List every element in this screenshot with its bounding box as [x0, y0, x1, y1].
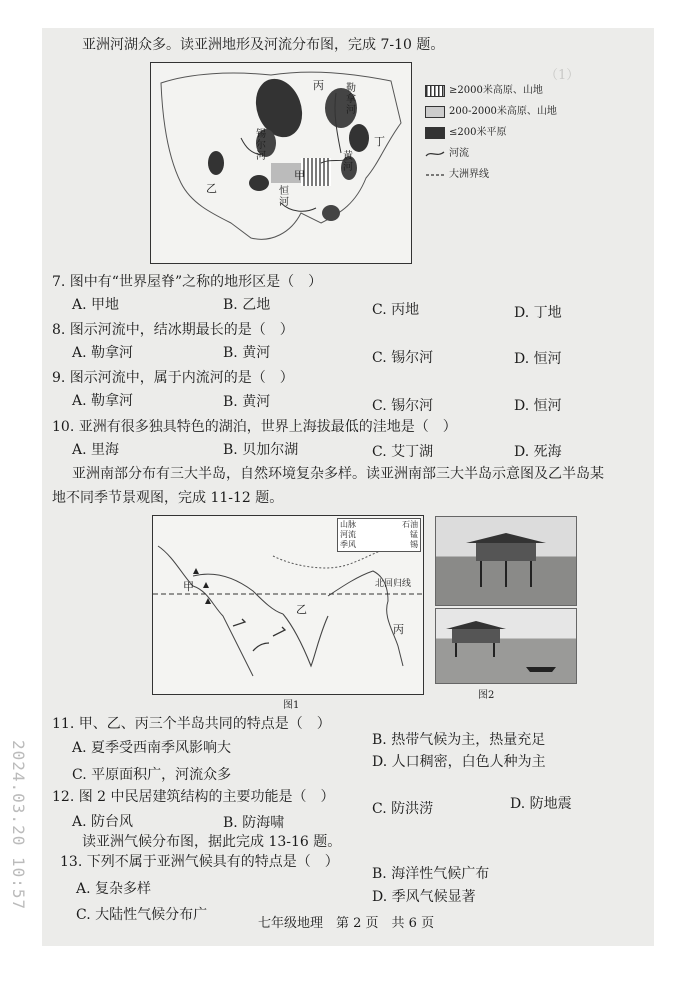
question-10: 10. 亚洲有很多独具特色的湖泊，世界上海拔最低的洼地是（ ）: [52, 419, 457, 435]
q13-option-d: D. 季风气候显著: [372, 889, 476, 905]
legend-tin: 锡: [410, 540, 418, 549]
q7-option-d: D. 丁地: [514, 305, 562, 321]
legend-monsoon: 季风: [340, 540, 356, 549]
q13-option-c: C. 大陆性气候分布广: [76, 907, 208, 923]
label-ganges: 恒 河: [279, 186, 289, 208]
q8-option-d: D. 恒河: [514, 351, 562, 367]
map1-legend: [425, 84, 557, 189]
q12-option-c: C. 防洪涝: [372, 801, 434, 817]
q9-option-c: C. 锡尔河: [372, 398, 434, 414]
q7-option-c: C. 丙地: [372, 302, 420, 318]
figure-2-caption: 图2: [478, 690, 495, 701]
q7-option-b: B. 乙地: [223, 297, 271, 313]
legend-high: ≥2000米高原、山地: [425, 84, 557, 97]
question-8: 8. 图示河流中，结冰期最长的是（ ）: [52, 322, 294, 338]
stilt-house-svg-2: [436, 609, 576, 683]
label-lena-river: 勒 拿 河: [346, 83, 356, 116]
question-12: 12. 图 2 中民居建筑结构的主要功能是（ ）: [52, 789, 335, 805]
question-9: 9. 图示河流中，属于内流河的是（ ）: [52, 370, 294, 386]
q9-option-d: D. 恒河: [514, 398, 562, 414]
label-bing: 丙: [313, 79, 324, 92]
bleed-through-text: （1）: [545, 68, 580, 83]
date-timestamp: 2024.03.20 10:57: [9, 740, 28, 911]
label-tropic-of-cancer: 北回归线: [375, 579, 412, 589]
map2-legend: [337, 518, 421, 552]
figure-1-caption: 图1: [283, 700, 300, 711]
legend-mountain: 山脉: [340, 520, 356, 529]
label-yellow-river: 黄 河: [343, 151, 353, 173]
q8-option-b: B. 黄河: [223, 345, 271, 361]
q9-option-b: B. 黄河: [223, 394, 271, 410]
q11-option-c: C. 平原面积广，河流众多: [72, 767, 232, 783]
q12-option-d: D. 防地震: [510, 796, 572, 812]
q10-option-d: D. 死海: [514, 444, 562, 460]
page-footer: 七年级地理 第 2 页 共 6 页: [258, 916, 435, 931]
q13-option-a: A. 复杂多样: [76, 881, 152, 897]
legend-boundary: 大洲界线: [449, 169, 489, 180]
label-yi: 乙: [206, 182, 217, 195]
q11-option-d: D. 人口稠密，白色人种为主: [372, 754, 546, 770]
asia-terrain-river-map: [150, 62, 412, 264]
legend-mid: 200-2000米高原、山地: [425, 105, 557, 118]
q10-option-a: A. 里海: [72, 442, 120, 458]
q8-option-a: A. 勒拿河: [72, 345, 134, 361]
label-jia: 甲: [294, 169, 305, 182]
q11-option-a: A. 夏季受西南季风影响大: [72, 740, 232, 756]
stilt-house-photo-dry: [435, 516, 577, 606]
stilt-house-svg-1: [436, 517, 576, 605]
question-11: 11. 甲、乙、丙三个半岛共同的特点是（ ）: [52, 716, 331, 732]
q10-option-b: B. 贝加尔湖: [223, 442, 299, 458]
q11-option-b: B. 热带气候为主，热量充足: [372, 732, 546, 748]
q12-option-b: B. 防海啸: [223, 815, 285, 831]
q10-option-c: C. 艾丁湖: [372, 444, 434, 460]
legend-oil: 石油: [402, 520, 418, 529]
q12-option-a: A. 防台风: [72, 814, 134, 830]
stilt-house-photo-flood: [435, 608, 577, 684]
question-7: 7. 图中有“世界屋脊”之称的地形区是（ ）: [52, 274, 323, 290]
q7-option-a: A. 甲地: [72, 297, 120, 313]
legend-manganese: 锰: [410, 530, 418, 539]
q13-option-b: B. 海洋性气候广布: [372, 866, 490, 882]
legend-plain: ≤200米平原: [425, 126, 557, 139]
south-asia-peninsulas-map: [152, 515, 424, 695]
q9-option-a: A. 勒拿河: [72, 393, 134, 409]
label-bing-peninsula: 丙: [393, 623, 404, 636]
intro-q11-12-line2: 地不同季节景观图，完成 11-12 题。: [52, 490, 284, 506]
label-jia-peninsula: 甲: [183, 580, 194, 593]
intro-q7-10: 亚洲河湖众多。读亚洲地形及河流分布图，完成 7-10 题。: [82, 37, 445, 53]
question-13: 13. 下列不属于亚洲气候具有的特点是（ ）: [60, 854, 339, 870]
label-yi-peninsula: 乙: [296, 603, 307, 616]
legend-river: 河流: [425, 147, 557, 160]
legend-river2: 河流: [340, 530, 356, 539]
intro-q11-12-line1: 亚洲南部分布有三大半岛，自然环境复杂多样。读亚洲南部三大半岛示意图及乙半岛某: [72, 466, 604, 482]
asia-map-svg: [151, 63, 411, 263]
label-syr-darya: 锡 尔 河: [256, 129, 266, 162]
intro-q13-16: 读亚洲气候分布图，据此完成 13-16 题。: [82, 834, 342, 850]
q8-option-c: C. 锡尔河: [372, 350, 434, 366]
label-ding: 丁: [374, 135, 385, 148]
